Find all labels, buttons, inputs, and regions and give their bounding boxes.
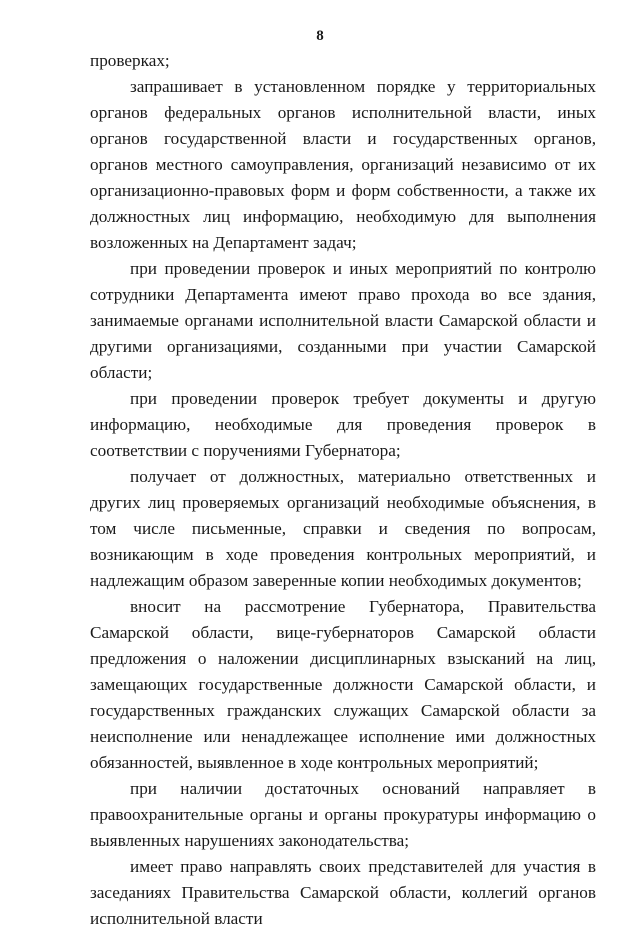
paragraph-receive-explanations: получает от должностных, материально ответственных и других лиц проверяемых организаций необходимые объяснения, в том числе письменные, справки и сведения по вопросам, возникающим в ходе проведения контрольных мероприятий, и надлежащим образом заверенные копии необходимых документов; (90, 467, 596, 590)
paragraph-require-documents: при проведении проверок требует документы и другую информацию, необходимые для проведения проверок в соответствии с поручениями Губернатора; (90, 389, 596, 460)
document-body (90, 48, 596, 932)
paragraph-continuation: проверках; (90, 51, 170, 70)
paragraph-disciplinary-proposals: вносит на рассмотрение Губернатора, Правительства Самарской области, вице-губернаторов Самарской области предложения о наложении дисциплинарных взысканий на лиц, замещающих государственные должности Самарской области, и государственных гражданских служащих Самарской области за неисполнение или ненадлежащее исполнение ими должностных обязанностей, выявленное в ходе контрольных мероприятий; (90, 597, 596, 772)
paragraph-representatives: имеет право направлять своих представителей для участия в заседаниях Правительства Самарской области, коллегий органов исполнительной власти (90, 857, 596, 928)
paragraph-law-enforcement: при наличии достаточных оснований направляет в правоохранительные органы и органы прокуратуры информацию о выявленных нарушениях законодательства; (90, 779, 596, 850)
page-number: 8 (316, 28, 324, 44)
paragraph-building-access: при проведении проверок и иных мероприятий по контролю сотрудники Департамента имеют право прохода во все здания, занимаемые органами исполнительной власти Самарской области и другими организациями, созданными при участии Самарской области; (90, 259, 596, 382)
paragraph-request-information: запрашивает в установленном порядке у территориальных органов федеральных органов исполнительной власти, иных органов государственной власти и государственных органов, органов местного самоуправления, организаций независимо от их организационно-правовых форм и форм собственности, а также их должностных лиц информацию, необходимую для выполнения возложенных на Департамент задач; (90, 77, 596, 252)
